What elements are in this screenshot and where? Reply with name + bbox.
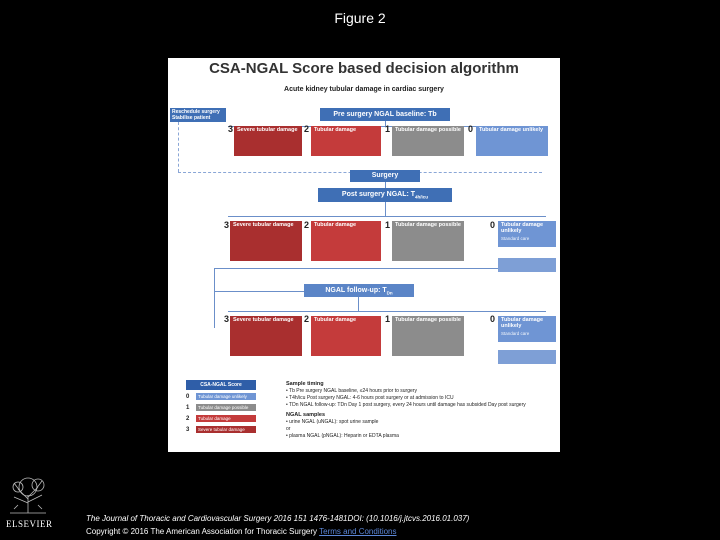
row3-unlikely-label: Tubular damage unlikely (501, 317, 544, 329)
dashed-connector (178, 122, 179, 172)
score-number: 0 (490, 314, 496, 324)
reschedule-text: Reschedule surgery Stabilise patient (172, 109, 220, 121)
score-number: 0 (490, 220, 496, 230)
row2-severe-label: Severe tubular damage (233, 222, 294, 228)
score-number: 3 (228, 124, 234, 134)
followup-subscript: Dn (386, 290, 393, 296)
row2-possible-label: Tubular damage possible (395, 222, 461, 228)
row3-damage-box (311, 316, 381, 356)
row1-damage-box (311, 126, 381, 156)
connector-line (228, 311, 546, 312)
copyright-text: Copyright © 2016 The American Association for Thoracic Surgery (86, 527, 318, 536)
connector-line (214, 268, 498, 269)
samples-line: • plasma NGAL (pNGAL): Heparin or EDTA plasma (286, 433, 399, 439)
score-number: 2 (304, 314, 310, 324)
legend-title: CSA-NGAL Score (186, 380, 256, 390)
score-number: 0 (468, 124, 474, 134)
followup-text: NGAL follow-up: T (325, 287, 387, 294)
score-number: 1 (385, 220, 391, 230)
post-surgery-subscript: 4h/icu (415, 194, 429, 200)
row2-possible-box (392, 221, 464, 261)
legend-row (186, 414, 256, 423)
surgery-text: Surgery (371, 172, 399, 179)
surgery-bar (350, 170, 420, 182)
copyright-line (86, 527, 397, 536)
row1-damage-label: Tubular damage (314, 127, 357, 133)
legend-number: 0 (186, 393, 190, 400)
samples-heading: NGAL samples (286, 412, 326, 418)
discharge-note (498, 258, 556, 272)
connector-line (214, 291, 318, 292)
post-surgery-text: Post surgery NGAL: T (341, 191, 416, 198)
row3-unlikely-box (498, 316, 556, 342)
legend-row (186, 425, 256, 434)
score-legend (186, 380, 256, 434)
connector-line (214, 268, 215, 328)
baseline-text: Pre surgery NGAL baseline: Tb (333, 111, 437, 118)
score-number: 3 (224, 220, 230, 230)
row2-damage-label: Tubular damage (314, 222, 357, 228)
row1-unlikely-box (476, 126, 548, 156)
row3-possible-box (392, 316, 464, 356)
citation-text: The Journal of Thoracic and Cardiovascular Surgery 2016 151 1476-1481DOI: (10.1016/j.jtcvs.2016.01.037) (86, 514, 470, 523)
figure-title: CSA-NGAL Score based decision algorithm (209, 60, 519, 77)
row1-severe-label: Severe tubular damage (237, 127, 298, 133)
row3-possible-label: Tubular damage possible (395, 317, 461, 323)
score-number: 3 (224, 314, 230, 324)
score-number: 2 (304, 220, 310, 230)
row2-unlikely-box (498, 221, 556, 247)
baseline-bar (320, 108, 450, 121)
legend-label: Tubular damage possible (196, 404, 256, 411)
legend-number: 3 (186, 426, 190, 433)
legend-row (186, 403, 256, 412)
legend-label: Tubular damage (196, 415, 256, 422)
slide-title: Figure 2 (334, 10, 386, 26)
connector-line (358, 297, 359, 311)
row1-severe-box (234, 126, 302, 156)
timing-line: • TDn NGAL follow-up: TDn Day 1 post surgery, every 24 hours until damage has subsided Day post surgery (286, 402, 526, 408)
row3-severe-label: Severe tubular damage (233, 317, 294, 323)
row2-unlikely-label: Tubular damage unlikely (501, 222, 544, 234)
timing-heading: Sample timing (286, 381, 324, 387)
legend-number: 2 (186, 415, 190, 422)
row3-severe-box (230, 316, 302, 356)
figure-image (168, 58, 560, 452)
score-number: 1 (385, 124, 391, 134)
elsevier-logo (6, 475, 53, 535)
timing-line: • T4h/icu Post surgery NGAL: 4-6 hours post surgery or at admission to ICU (286, 395, 454, 401)
samples-line: or (286, 426, 291, 432)
legend-row (186, 392, 256, 401)
terms-link[interactable]: Terms and Conditions (319, 527, 397, 536)
followup-bar (304, 284, 414, 297)
reschedule-box (170, 108, 226, 122)
samples-line: • urine NGAL (uNGAL): spot urine sample (286, 419, 379, 425)
publisher-name: ELSEVIER (6, 519, 53, 529)
row2-severe-box (230, 221, 302, 261)
elsevier-tree-icon (6, 475, 50, 515)
score-number: 1 (385, 314, 391, 324)
connector-line (385, 202, 386, 216)
figure-subtitle: Acute kidney tubular damage in cardiac surgery (284, 86, 444, 93)
connector-line (228, 216, 546, 217)
score-number: 2 (304, 124, 310, 134)
legend-label: Severe tubular damage (196, 426, 256, 433)
row3-damage-label: Tubular damage (314, 317, 357, 323)
row1-possible-box (392, 126, 464, 156)
row1-possible-label: Tubular damage possible (395, 127, 461, 133)
row2-damage-box (311, 221, 381, 261)
row3-standard-care: Standard care (501, 331, 530, 336)
row1-unlikely-label: Tubular damage unlikely (479, 127, 544, 133)
discharge-note (498, 350, 556, 364)
legend-label: Tubular damage unlikely (196, 393, 256, 400)
timing-line: • Tb Pre surgery NGAL baseline, ≤24 hours prior to surgery (286, 388, 417, 394)
legend-number: 1 (186, 404, 190, 411)
row2-standard-care: Standard care (501, 236, 530, 241)
post-surgery-bar (318, 188, 452, 202)
sample-timing (286, 381, 556, 440)
